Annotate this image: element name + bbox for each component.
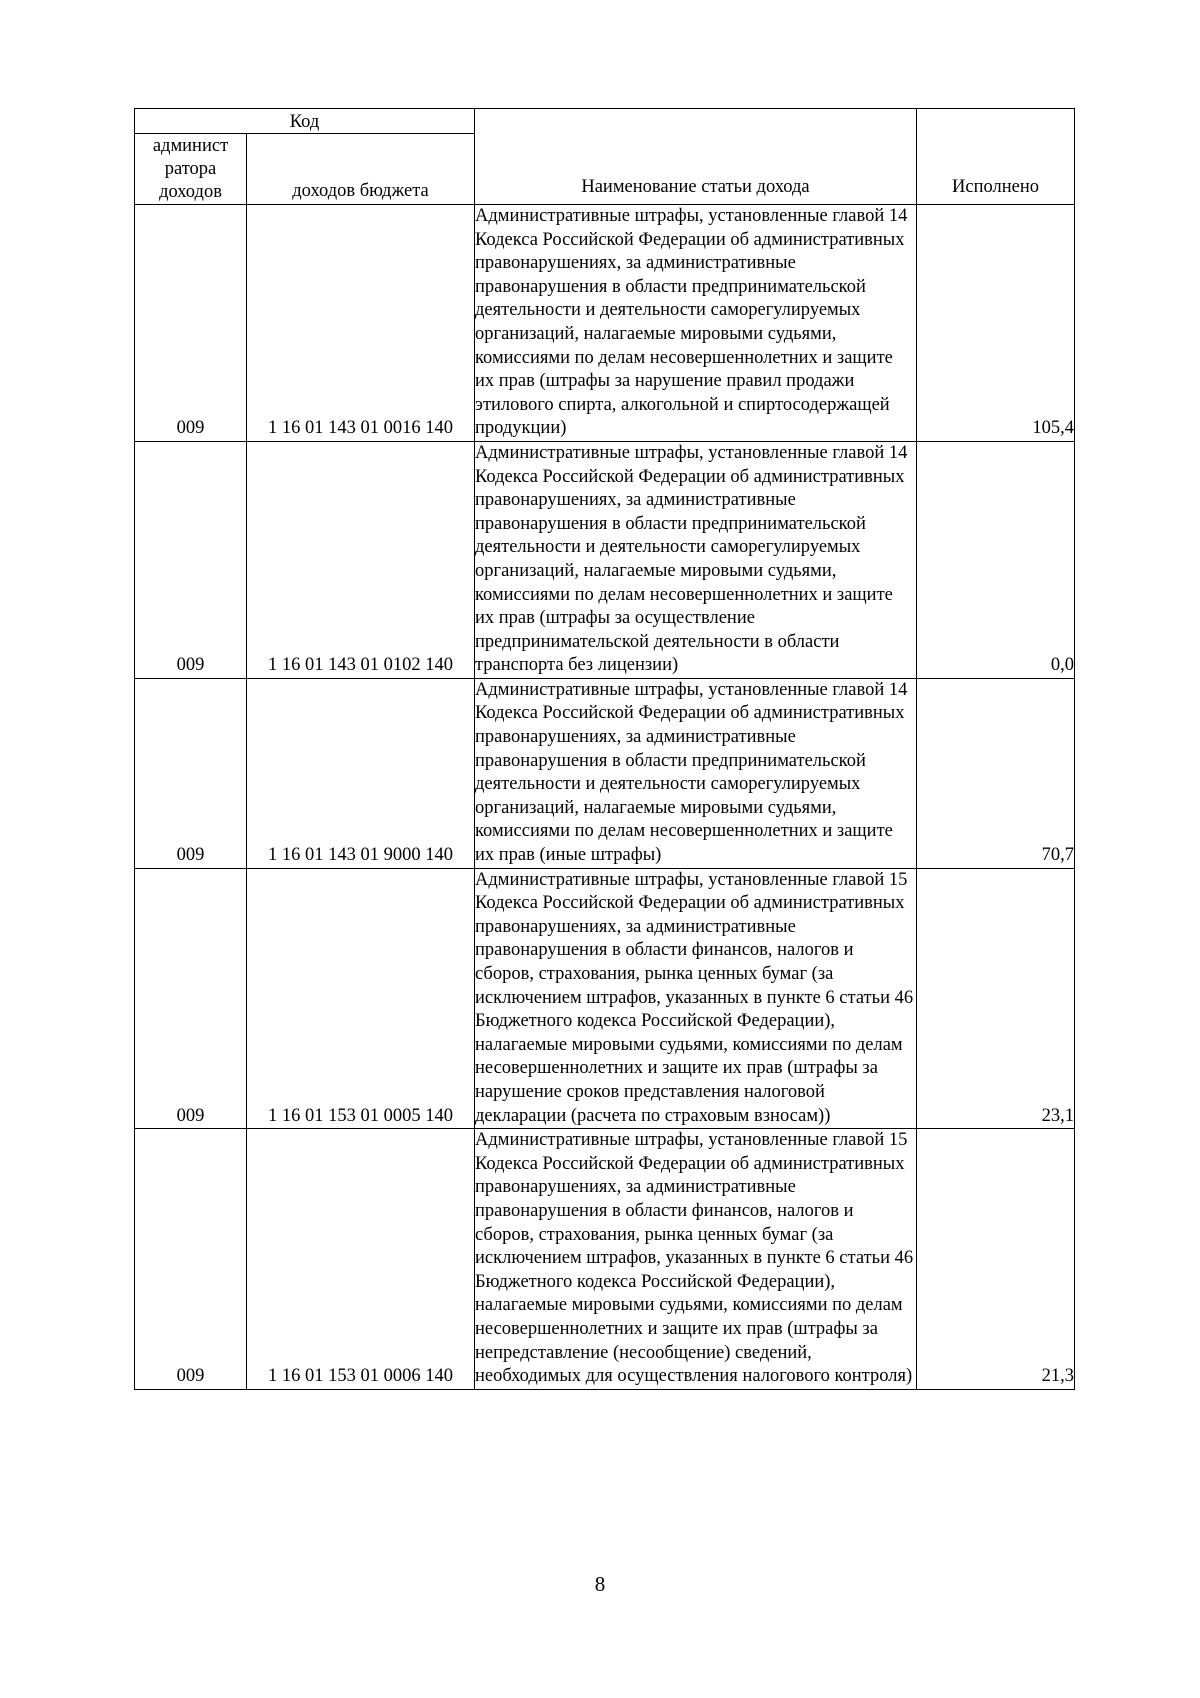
executed-amount-cell: 70,7 — [917, 678, 1075, 868]
header-name-label: Наименование статьи дохода — [581, 177, 810, 198]
executed-amount-cell: 23,1 — [917, 868, 1075, 1129]
header-admin-line: ратора — [164, 159, 217, 179]
header-name — [475, 109, 917, 205]
table-body — [135, 205, 1075, 1390]
table-header — [135, 109, 1075, 205]
item-name-cell: Административные штрафы, установленные главой 14 Кодекса Российской Федерации об административных правонарушениях, за административные правонарушения в области предпринимательской деятельности и деятельности саморегулируемых организаций, налагаемые мировыми судьями, комиссиями по делам несовершеннолетних и защите их прав (штрафы за нарушение правил продажи этилового спирта, алкогольной и спиртосодержащей продукции) — [475, 205, 917, 442]
executed-amount-cell: 21,3 — [917, 1129, 1075, 1390]
item-name-cell: Административные штрафы, установленные главой 14 Кодекса Российской Федерации об административных правонарушениях, за административные правонарушения в области предпринимательской деятельности и деятельности саморегулируемых организаций, налагаемые мировыми судьями, комиссиями по делам несовершеннолетних и защите их прав (иные штрафы) — [475, 678, 917, 868]
header-code: доходов бюджета — [247, 134, 475, 205]
table-row — [135, 205, 1075, 442]
admin-code-cell: 009 — [135, 868, 247, 1129]
table-row — [135, 678, 1075, 868]
budget-code-cell: 1 16 01 153 01 0005 140 — [247, 868, 475, 1129]
header-done — [917, 109, 1075, 205]
admin-code-cell: 009 — [135, 205, 247, 442]
budget-code-cell: 1 16 01 153 01 0006 140 — [247, 1129, 475, 1390]
header-done-label: Исполнено — [952, 177, 1039, 198]
page-number: 8 — [594, 1572, 606, 1596]
admin-code-cell: 009 — [135, 441, 247, 678]
item-name-cell: Административные штрафы, установленные главой 15 Кодекса Российской Федерации об административных правонарушениях, за административные правонарушения в области финансов, налогов и сборов, страхования, рынка ценных бумаг (за исключением штрафов, указанных в пункте 6 статьи 46 Бюджетного кодекса Российской Федерации), налагаемые мировыми судьями, комиссиями по делам несовершеннолетних и защите их прав (штрафы за нарушение сроков представления налоговой декларации (расчета по страховым взносам)) — [475, 868, 917, 1129]
header-kod: Код — [135, 109, 475, 134]
item-name-cell: Административные штрафы, установленные главой 15 Кодекса Российской Федерации об административных правонарушениях, за административные правонарушения в области финансов, налогов и сборов, страхования, рынка ценных бумаг (за исключением штрафов, указанных в пункте 6 статьи 46 Бюджетного кодекса Российской Федерации), налагаемые мировыми судьями, комиссиями по делам несовершеннолетних и защите их прав (штрафы за непредставление (несообщение) сведений, необходимых для осуществления налогового контроля) — [475, 1129, 917, 1390]
budget-code-cell: 1 16 01 143 01 0102 140 — [247, 441, 475, 678]
admin-code-cell: 009 — [135, 1129, 247, 1390]
table-row — [135, 441, 1075, 678]
executed-amount-cell: 0,0 — [917, 441, 1075, 678]
revenue-table — [134, 108, 1075, 1390]
item-name-cell: Административные штрафы, установленные главой 14 Кодекса Российской Федерации об административных правонарушениях, за административные правонарушения в области предпринимательской деятельности и деятельности саморегулируемых организаций, налагаемые мировыми судьями, комиссиями по делам несовершеннолетних и защите их прав (штрафы за осуществление предпринимательской деятельности в области транспорта без лицензии) — [475, 441, 917, 678]
header-admin-line: админист — [152, 136, 229, 156]
admin-code-cell: 009 — [135, 678, 247, 868]
header-admin — [135, 134, 247, 205]
budget-code-cell: 1 16 01 143 01 9000 140 — [247, 678, 475, 868]
budget-code-cell: 1 16 01 143 01 0016 140 — [247, 205, 475, 442]
header-admin-line: доходов — [159, 182, 222, 202]
table-row — [135, 1129, 1075, 1390]
executed-amount-cell: 105,4 — [917, 205, 1075, 442]
table-row — [135, 868, 1075, 1129]
